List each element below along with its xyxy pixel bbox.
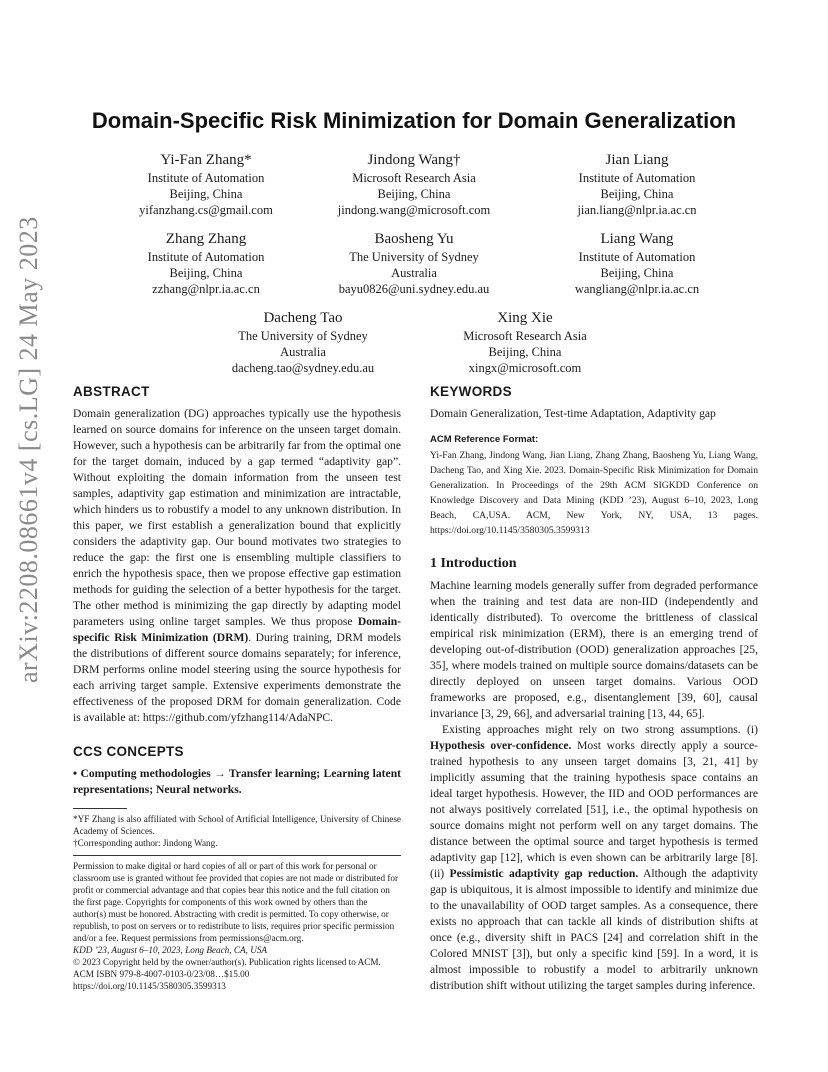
author-name: Yi-Fan Zhang* — [160, 152, 252, 168]
author-email: xingx@microsoft.com — [468, 361, 582, 375]
keywords-heading: KEYWORDS — [430, 384, 512, 399]
author-block — [527, 230, 747, 297]
intro-text: Although the adaptivity gap is ubiquitous, it is almost impossible to identify and minimize due to the unavailability of OOD target samples. As a consequence, there exists no approach that can tackle all kinds of distribution shifts at once (e.g., diversity shift in PACS [24] and correlation shift in the Colored MNIST [3]), but only a specific kind [59]. In a word, it is almost impossible to robustify a model to arbitrarily unknown distribution shift without utilizing the target samples during inference. — [430, 867, 758, 992]
author-location: Beijing, China — [600, 266, 674, 280]
keywords-text: Domain Generalization, Test-time Adaptation, Adaptivity gap — [430, 407, 716, 420]
right-column — [430, 384, 758, 994]
author-name: Jian Liang — [605, 152, 669, 168]
left-column — [73, 384, 401, 992]
intro-paragraph — [430, 722, 758, 994]
author-block — [96, 151, 316, 218]
author-affiliation: Microsoft Research Asia — [352, 171, 476, 185]
ccs-text: • Computing methodologies → Transfer learning; Learning latent representations; Neural networks. — [73, 767, 401, 796]
author-name: Jindong Wang† — [367, 152, 461, 168]
ccs-heading: CCS CONCEPTS — [73, 744, 184, 759]
abstract-text-b: . During training, DRM models the distributions of different source domains separately; for inference, DRM performs online model steering using the source hypothesis for each arriving target sample. Extensive experiments demonstrate the effectiveness of the proposed DRM for domain generalization. Code is available at: https://github.com/yfzhang114/AdaNPC. — [73, 631, 401, 724]
author-block — [193, 309, 413, 376]
author-block — [527, 151, 747, 218]
intro-text: Most works directly apply a source-trained hypothesis to any unseen target domains [3, 21, 41] by implicitly assuming that the training hypothesis space contains an ideal target hypothesis. However, the IID and OOD performances are not always positively correlated [51], i.e., the optimal hypothesis on source domains might not perform well on any target domains. The distance between the optimal source and target hypothesis is termed adaptivity gap [12], which is even shown can be arbitrarily large [8]. (ii) — [430, 739, 758, 880]
author-affiliation: Institute of Automation — [147, 171, 265, 185]
author-affiliation: Institute of Automation — [578, 171, 696, 185]
author-affiliation: Institute of Automation — [147, 250, 265, 264]
permission-rule — [73, 855, 401, 856]
footnote: *YF Zhang is also affiliated with School of Artificial Intelligence, University of Chinese Academy of Sciences. — [73, 814, 401, 836]
author-affiliation: Institute of Automation — [578, 250, 696, 264]
author-email: dacheng.tao@sydney.edu.au — [231, 361, 375, 375]
footnote: †Corresponding author: Jindong Wang. — [73, 838, 218, 848]
abstract-text-a: Domain generalization (DG) approaches typically use the hypothesis learned on source domains for inference on the unseen target domain. However, such a hypothesis can be arbitrarily far from the optimal one for the target domain, induced by a gap termed “adaptivity gap”. Without exploiting the domain information from the unseen test samples, adaptivity gap estimation and minimization are intractable, which hinders us to robustify a model to any unknown distribution. In this paper, we first establish a generalization bound that explicitly considers the adaptivity gap. Our bound motivates two strategies to reduce the gap: the first one is ensembling multiple classifiers to enrich the hypothesis space, then we propose effective gap estimation methods for guiding the selection of a better hypothesis for the target. The other method is minimizing the gap directly by adapting model parameters using online target samples. We thus propose — [73, 407, 401, 628]
paper-title: Domain-Specific Risk Minimization for Domain Generalization — [91, 108, 737, 133]
author-block — [415, 309, 635, 376]
author-name: Zhang Zhang — [165, 231, 247, 247]
footnote-rule — [73, 808, 127, 809]
author-email: bayu0826@uni.sydney.edu.au — [338, 282, 490, 296]
author-location: Beijing, China — [169, 187, 243, 201]
abstract-heading: ABSTRACT — [73, 384, 150, 399]
author-location: Beijing, China — [488, 345, 562, 359]
intro-bold: Pessimistic adaptivity gap reduction. — [449, 867, 639, 880]
author-name: Baosheng Yu — [374, 231, 454, 247]
author-affiliation: The University of Sydney — [349, 250, 479, 264]
copyright-line: © 2023 Copyright held by the owner/author(s). Publication rights licensed to ACM. — [73, 957, 381, 967]
author-name: Dacheng Tao — [263, 310, 343, 326]
isbn-line: ACM ISBN 979-8-4007-0103-0/23/08…$15.00 — [73, 969, 250, 979]
author-email: jindong.wang@microsoft.com — [337, 203, 491, 217]
author-email: jian.liang@nlpr.ia.ac.cn — [577, 203, 697, 217]
author-email: zzhang@nlpr.ia.ac.cn — [152, 282, 260, 296]
author-location: Beijing, China — [600, 187, 674, 201]
acm-reference-text: Yi-Fan Zhang, Jindong Wang, Jian Liang, Zhang Zhang, Baosheng Yu, Liang Wang, Dacheng Tao, and Xing Xie. 2023. Domain-Specific Risk Minimization for Domain Generalization. In Proceedings of the 29th ACM SIGKDD Conference on Knowledge Discovery and Data Mining (KDD ’23), August 6–10, 2023, Long Beach, CA,USA. ACM, New York, NY, USA, 13 pages. https://doi.org/10.1145/3580305.3599313 — [430, 450, 758, 536]
arxiv-stamp: arXiv:2208.08661v4 [cs.LG] 24 May 2023 — [14, 216, 43, 683]
author-name: Liang Wang — [600, 231, 674, 247]
author-location: Beijing, China — [169, 266, 243, 280]
author-block — [304, 230, 524, 297]
author-affiliation: Microsoft Research Asia — [463, 329, 587, 343]
introduction-heading: 1 Introduction — [430, 556, 517, 571]
author-email: yifanzhang.cs@gmail.com — [139, 203, 273, 217]
intro-paragraph: Machine learning models generally suffer from degraded performance when the training and test data are non-IID (independently and identically distributed). To overcome the brittleness of classical empirical risk minimization (ERM), there is an emerging trend of developing out-of-distribution (OOD) generalization approaches [25, 35], where models trained on multiple source domains/datasets can be directly deployed on unseen target domains. Various OOD frameworks are proposed, e.g., disentanglement [39, 60], causal invariance [3, 29, 66], and adversarial training [13, 44, 65]. — [430, 579, 758, 720]
doi-link[interactable]: https://doi.org/10.1145/3580305.3599313 — [73, 981, 226, 991]
permission-text: Permission to make digital or hard copies of all or part of this work for personal or classroom use is granted without fee provided that copies are not made or distributed for profit or commercial advantage and that copies bear this notice and the full citation on the first page. Copyrights for components of this work owned by others than the author(s) must be honored. Abstracting with credit is permitted. To copy otherwise, or republish, to post on servers or to redistribute to lists, requires prior specific permission and/or a fee. Request permissions from permissions@acm.org. — [73, 861, 399, 943]
acm-reference-heading: ACM Reference Format: — [430, 434, 539, 445]
author-name: Xing Xie — [497, 310, 553, 326]
author-email: wangliang@nlpr.ia.ac.cn — [574, 282, 700, 296]
intro-bold: Hypothesis over-confidence. — [430, 739, 572, 752]
author-location: Australia — [391, 266, 437, 280]
intro-text: Existing approaches might rely on two strong assumptions. (i) — [442, 723, 758, 736]
author-location: Beijing, China — [377, 187, 451, 201]
author-location: Australia — [280, 345, 326, 359]
author-affiliation: The University of Sydney — [238, 329, 368, 343]
conference-line: KDD ’23, August 6–10, 2023, Long Beach, CA, USA — [73, 945, 268, 955]
drm-name: Domain-specific Risk Minimization (DRM) — [73, 615, 401, 644]
author-block — [96, 230, 316, 297]
abstract-text — [73, 406, 401, 726]
author-block — [304, 151, 524, 218]
